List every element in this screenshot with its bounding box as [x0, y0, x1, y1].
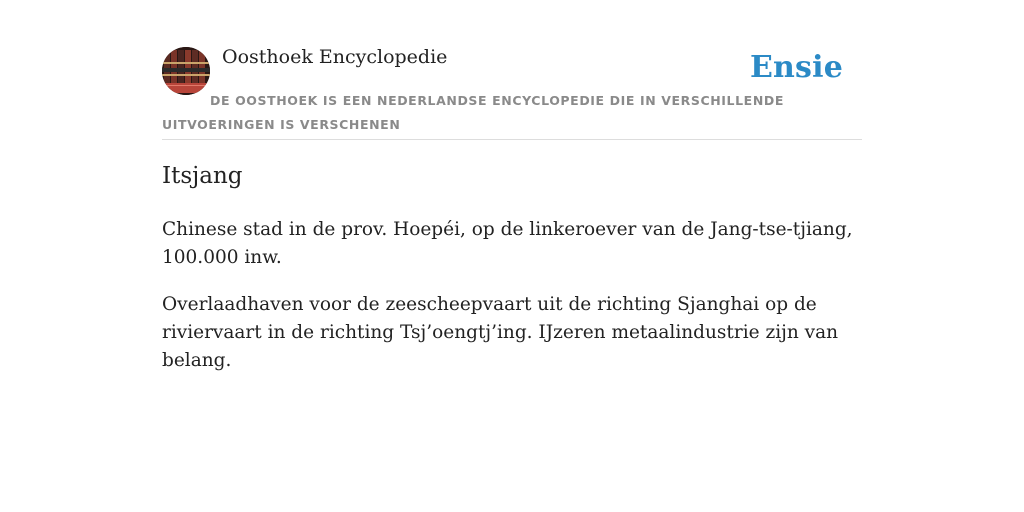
- source-avatar[interactable]: [162, 47, 210, 95]
- article-paragraph: Overlaadhaven voor de zeescheepvaart uit de richting Sjanghai op de riviervaart in de richting Tsj’oengtj’ing. IJzeren metaalindustrie zijn van belang.: [162, 294, 839, 371]
- article-body: [162, 216, 862, 394]
- source-description: DE OOSTHOEK IS EEN NEDERLANDSE ENCYCLOPEDIE DIE IN VERSCHILLENDE UITVOERINGEN IS VERSCHENEN: [162, 93, 784, 132]
- page: [162, 0, 862, 371]
- book-spines-icon: [162, 47, 210, 95]
- ensie-logo[interactable]: Ensie: [749, 50, 843, 85]
- article-paragraph: Chinese stad in de prov. Hoepéi, op de linkeroever van de Jang-tse-tjiang, 100.000 inw.: [162, 219, 853, 268]
- source-title[interactable]: Oosthoek Encyclopedie: [222, 46, 448, 68]
- article-title: Itsjang: [162, 163, 243, 189]
- source-header: [162, 0, 862, 140]
